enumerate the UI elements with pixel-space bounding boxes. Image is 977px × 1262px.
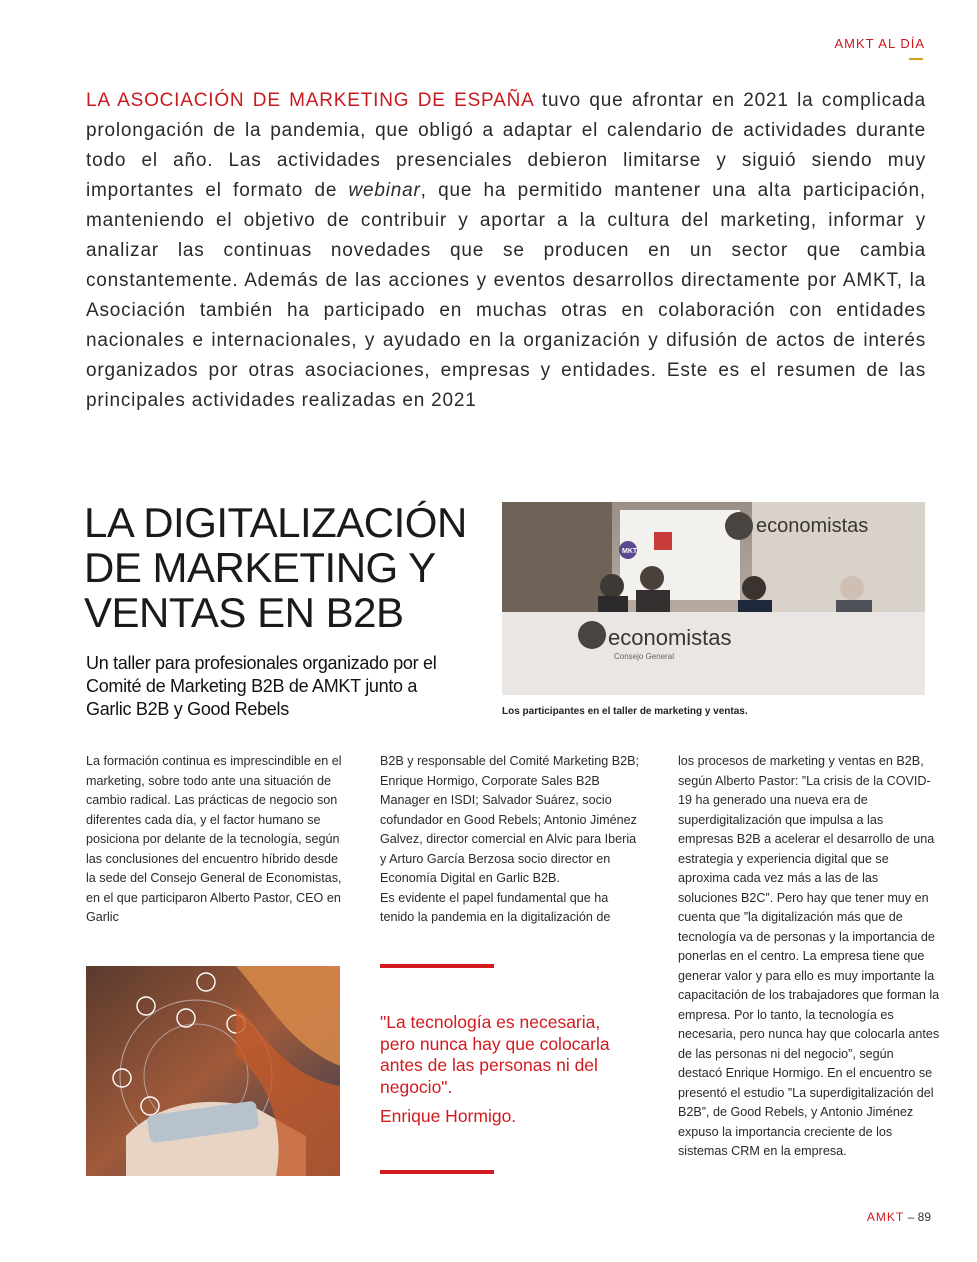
intro-paragraph (86, 86, 926, 416)
photo-caption: Los participantes en el taller de marketing y ventas. (502, 706, 748, 717)
front-sign-subtext: Consejo General (614, 652, 675, 661)
intro-emphasis: webinar (348, 180, 421, 201)
event-photo (502, 502, 925, 695)
title-line: VENTAS EN B2B (84, 589, 404, 636)
event-photo-illustration (502, 502, 925, 695)
technology-photo (86, 966, 340, 1176)
body-text: Es evidente el papel fundamental que ha tenido la pandemia en la digitalización de (380, 890, 611, 924)
body-text: B2B y responsable del Comité Marketing B2B; Enrique Hormigo, Corporate Sales B2B Manager en ISDI; Salvador Suárez, socio cofundador en Good Rebels; Antonio Jiménez Galvez, director comercial en Alvic para Iberia y Arturo García Berzosa socio director en Economía Digital en Garlic B2B. (380, 754, 640, 885)
quote-author: Enrique Hormigo. (380, 1106, 517, 1126)
title-line: DE MARKETING Y (84, 544, 436, 591)
footer-brand: AMKT (866, 1210, 905, 1224)
pull-quote: "La tecnología es necesaria, pero nunca hay que colocarla antes de las personas ni del negocio". (380, 1012, 610, 1097)
quote-rule-bottom (380, 1170, 494, 1174)
page-number: 89 (917, 1210, 931, 1224)
section-tag-underline (909, 58, 923, 60)
section-tag: AMKT AL DÍA (834, 36, 925, 51)
top-sign-text: economistas (756, 515, 869, 537)
intro-text-2: , que ha permitido mantener una alta participación, manteniendo el objetivo de contribuir y aportar a la cultura del marketing, informar y analizar las continuas novedades que se producen en un sector que cambia constantemente. Además de las acciones y eventos desarrollos directamente por AMKT, la Asociación también ha participado en muchas otras en colaboración con entidades nacionales e internacionales, y ayudado en la organización y difusión de actos de interés organizados por otras asociaciones, empresas y entidades. Este es el resumen de las principales actividades realizadas en 2021 (86, 180, 926, 411)
body-column-2 (380, 752, 642, 928)
body-column-3 (678, 752, 940, 1162)
intro-text-1: tuvo que afrontar en 2021 la complicada prolongación de la pandemia, que obligó a adaptar el calendario de actividades durante todo el año. Las actividades presenciales debieron limitarse y siguió siendo muy importantes el formato de (86, 90, 926, 201)
page-footer (867, 1210, 931, 1224)
intro-lead: LA ASOCIACIÓN DE MARKETING DE ESPAÑA (86, 90, 534, 111)
front-sign-text: economistas (608, 625, 732, 650)
quote-rule-top (380, 964, 494, 968)
footer-separator: – (907, 1210, 915, 1224)
technology-illustration (86, 966, 340, 1176)
body-column-1 (86, 752, 348, 928)
article-subtitle: Un taller para profesionales organizado por el Comité de Marketing B2B de AMKT junto a Garlic B2B y Good Rebels (86, 653, 437, 719)
title-line: LA DIGITALIZACIÓN (84, 499, 467, 546)
screen-logo: MKT (622, 548, 638, 555)
body-text: los procesos de marketing y ventas en B2B, según Alberto Pastor: ”La crisis de la COVID-19 ha generado una nueva era de superdigitalización que impulsa a las empresas B2B a acelerar el desarrollo de una estrategia y experiencia digital que se aproxima cada vez más a las de las soluciones B2C”. Pero hay que tener muy en cuenta que ”la digitalización más que de tecnología va de personas y la importancia de ponerlas en el centro. La empresa tiene que generar valor y para ello es muy importante la capacitación de los trabajadores que forman la empresa. Por lo tanto, la tecnología es necesaria, pero nunca hay que colocarla antes de las personas ni del negocio”, según destacó Enrique Hormigo. En el encuentro se presentó el estudio ”La superdigitalización del B2B”, de Good Rebels, y Antonio Jiménez expuso la importancia creciente de los sistemas CRM en la empresa. (678, 754, 940, 1158)
article-title (84, 500, 484, 635)
body-text: La formación continua es imprescindible en el marketing, sobre todo ante una situación de cambio radical. Las prácticas de negocio son diferentes cada día, y el factor humano se posiciona por delante de la tecnología, según las conclusiones del encuentro híbrido desde la sede del Consejo General de Economistas, en el que participaron Alberto Pastor, CEO en Garlic (86, 754, 342, 924)
